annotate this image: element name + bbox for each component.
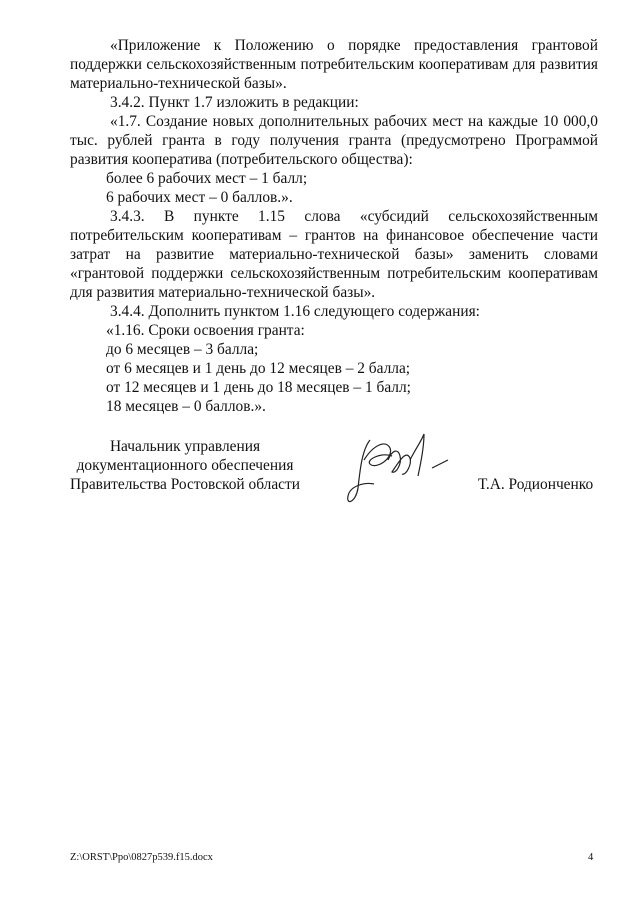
paragraph-appendix-title: «Приложение к Положению о порядке предоставления грантовой поддержки сельскохозяйственным потребительским кооперативам для развития материально-технической базы». [70, 37, 598, 92]
signatory-position [70, 437, 300, 494]
position-line-2: документационного обеспечения [76, 457, 294, 474]
footer-page-number: 4 [588, 852, 594, 863]
paragraph-1-16: «1.16. Сроки освоения гранта: [106, 322, 305, 339]
paragraph-3-4-3: 3.4.3. В пункте 1.15 слова «субсидий сельскохозяйственным потребительским кооперативам – грантов на финансовое обеспечение части затрат на развитие материально-технической базы» заменить словами «грантовой поддержки сельскохозяйственным потребительским кооперативам для развития материально-технической базы». [70, 208, 598, 301]
paragraph-1-7: «1.7. Создание новых дополнительных рабочих мест на каждые 10 000,0 тыс. рублей гранта в году получения гранта (предусмотрено Программой развития кооператива (потребительского общества): [70, 113, 598, 168]
document-body [70, 36, 598, 416]
position-line-3: Правительства Ростовской области [70, 476, 300, 493]
paragraph-3-4-4: 3.4.4. Дополнить пунктом 1.16 следующего содержания: [110, 303, 480, 320]
paragraph-3-4-2: 3.4.2. Пункт 1.7 изложить в редакции: [110, 94, 359, 111]
handwritten-signature [340, 430, 460, 510]
paragraph-12-to-18: от 12 месяцев и 1 день до 18 месяцев – 1 балл; [106, 379, 411, 396]
position-line-1: Начальник управления [109, 438, 261, 455]
paragraph-6-to-12: от 6 месяцев и 1 день до 12 месяцев – 2 балла; [106, 360, 411, 377]
paragraph-6-jobs: 6 рабочих мест – 0 баллов.». [106, 189, 293, 206]
paragraph-more-than-6: более 6 рабочих мест – 1 балл; [106, 170, 308, 187]
paragraph-up-to-6: до 6 месяцев – 3 балла; [106, 341, 259, 358]
paragraph-18-months: 18 месяцев – 0 баллов.». [106, 398, 266, 415]
signatory-name: Т.А. Родионченко [478, 476, 594, 493]
footer-file-path: Z:\ORST\Ppo\0827p539.f15.docx [70, 852, 213, 863]
